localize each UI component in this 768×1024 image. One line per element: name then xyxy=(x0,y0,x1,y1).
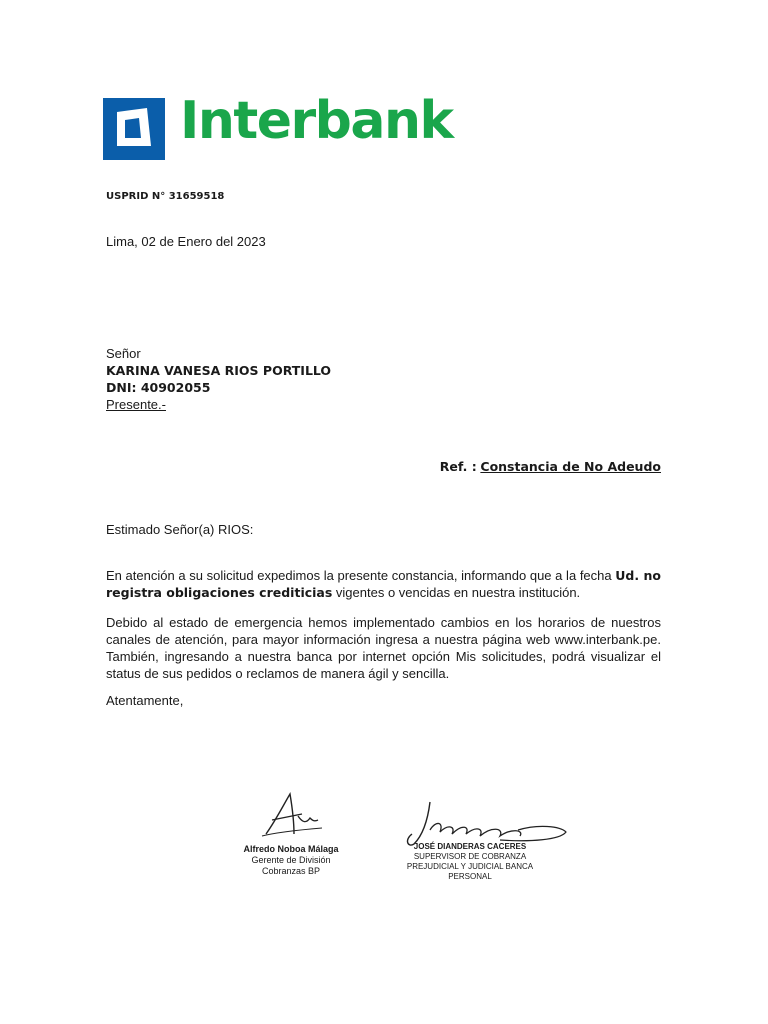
paragraph-1-end: vigentes o vencidas en nuestra institución. xyxy=(332,585,581,600)
letter-date: Lima, 02 de Enero del 2023 xyxy=(106,234,266,249)
paragraph-1-bold: Ud. no registra obligaciones crediticias xyxy=(106,568,662,600)
ref-value: Constancia de No Adeudo xyxy=(480,459,661,474)
interbank-logo-icon xyxy=(103,98,165,160)
interbank-logo xyxy=(103,91,453,161)
signatory-2-title: SUPERVISOR DE COBRANZA xyxy=(413,852,527,861)
paragraph-1-intro: En atención a su solicitud expedimos la presente constancia, informando que a la fecha xyxy=(106,568,616,583)
usprid-number: USPRID N° 31659518 xyxy=(106,191,225,202)
recipient-name: KARINA VANESA RIOS PORTILLO xyxy=(106,363,332,378)
brand-name: Interbank xyxy=(180,91,453,151)
closing: Atentamente, xyxy=(106,693,184,708)
greeting: Estimado Señor(a) RIOS: xyxy=(106,522,254,537)
paragraph-1 xyxy=(106,567,661,601)
ref-label: Ref. : xyxy=(439,459,477,474)
paragraph-2: Debido al estado de emergencia hemos implementado cambios en los horarios de nuestros canales de atención, para mayor información ingresa a nuestra página web www.interbank.pe. También, ingresando a nuestra banca por internet opción Mis solicitudes, podrá visualizar el status de sus pedidos o reclamos de manera ágil y sencilla. xyxy=(106,615,661,681)
signatory-1-title: Gerente de División xyxy=(251,855,331,865)
signatory-2 xyxy=(398,842,542,882)
signatory-1-name: Alfredo Noboa Málaga xyxy=(243,844,339,854)
signature-1-scribble xyxy=(258,790,328,840)
signatory-1-dept: Cobranzas BP xyxy=(261,866,321,876)
reference-line xyxy=(440,459,661,474)
signatory-2-dept: PREJUDICIAL Y JUDICIAL BANCA xyxy=(406,862,534,871)
signatory-1 xyxy=(216,844,366,877)
recipient-block xyxy=(106,345,331,413)
salutation-title: Señor xyxy=(106,346,141,361)
signatory-2-name: JOSÉ DIANDERAS CACERES xyxy=(413,842,527,851)
presente-label: Presente.- xyxy=(106,397,166,412)
recipient-dni: DNI: 40902055 xyxy=(106,380,211,395)
signatory-2-dept-2: PERSONAL xyxy=(448,872,492,881)
